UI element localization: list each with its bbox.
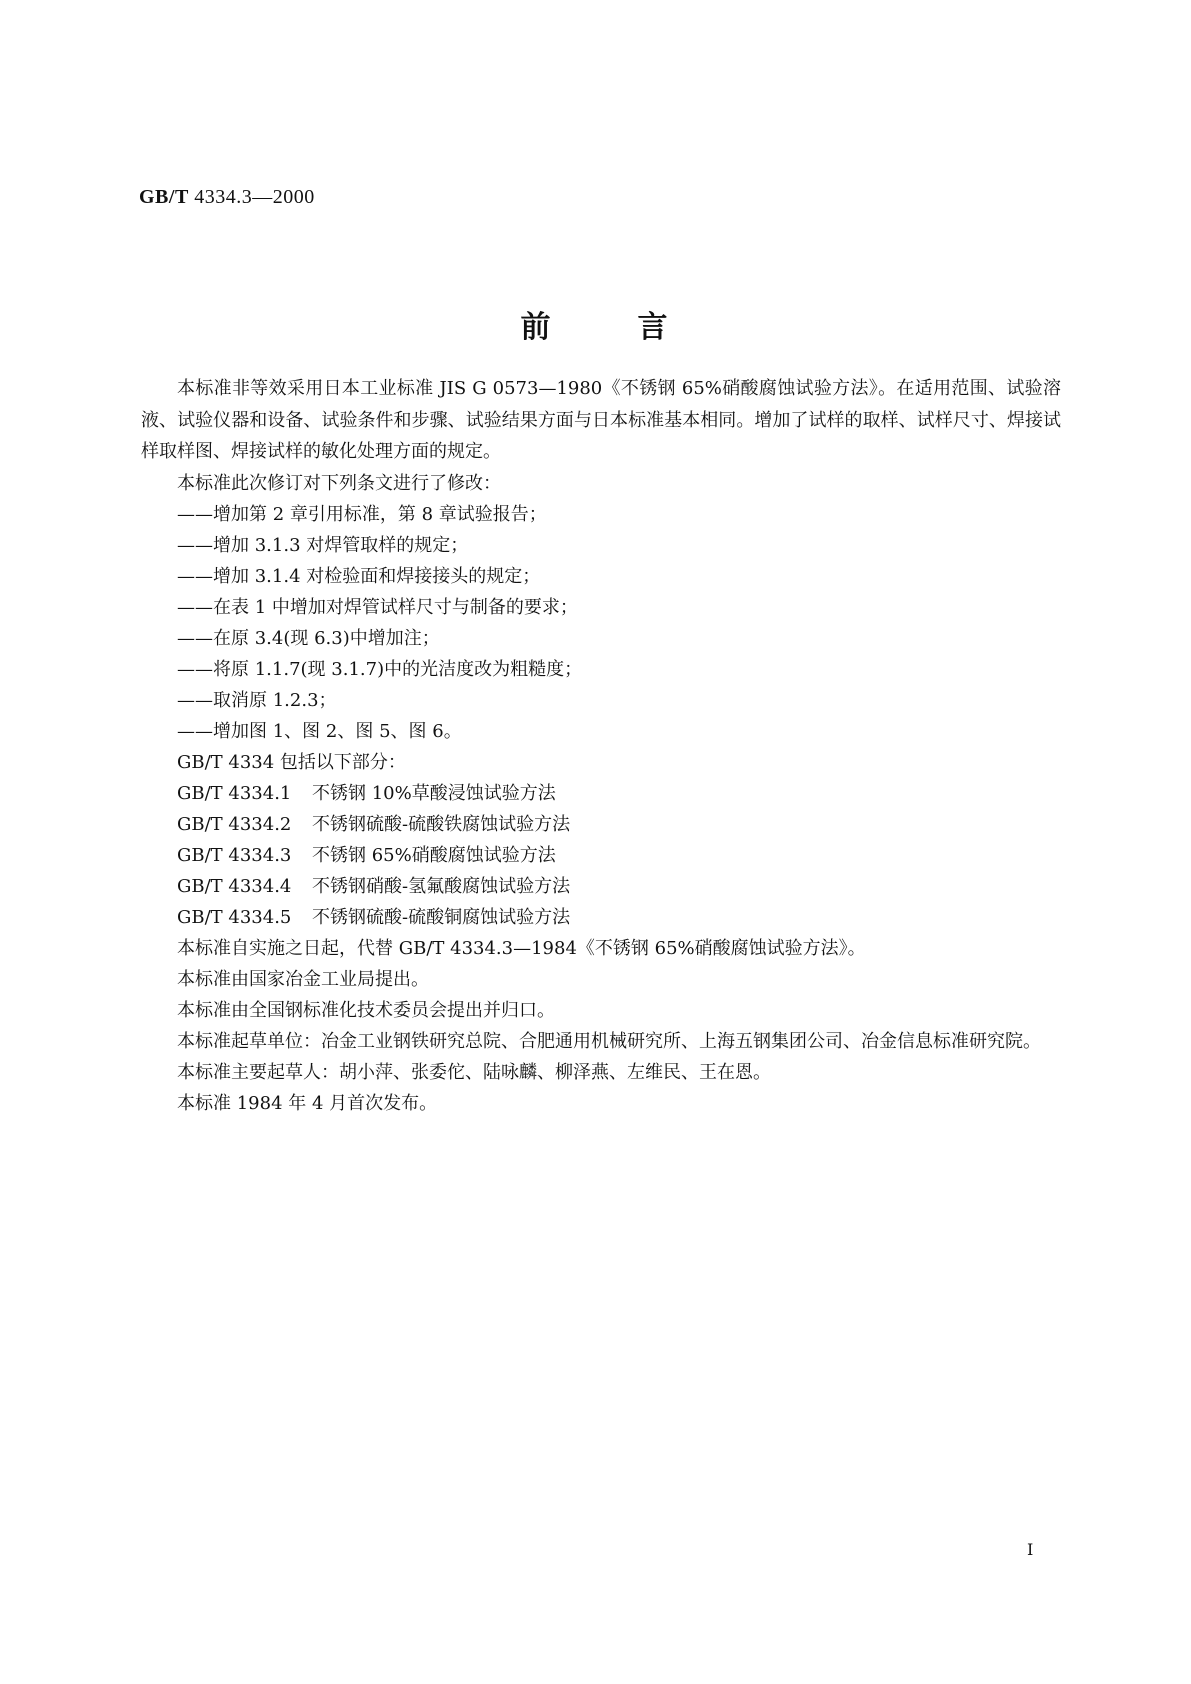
replacement-statement: 本标准自实施之日起，代替 GB/T 4334.3—1984《不锈钢 65%硝酸腐蚀试验方法》。	[177, 937, 866, 959]
standard-code-prefix: GB/T	[139, 186, 189, 208]
revision-item: ——将原 1.1.7(现 3.1.7)中的光洁度改为粗糙度；	[177, 658, 583, 680]
foreword-body	[141, 373, 1061, 1119]
part-item	[141, 871, 1061, 902]
drafting-units: 本标准起草单位：冶金工业钢铁研究总院、合肥通用机械研究所、上海五钢集团公司、冶金信息标准研究院。	[177, 1030, 1041, 1052]
part-code: GB/T 4334.1	[177, 782, 292, 804]
title-char-1: 前	[520, 310, 554, 345]
revision-item: ——增加第 2 章引用标准，第 8 章试验报告；	[177, 503, 547, 525]
revision-item: ——增加图 1、图 2、图 5、图 6。	[177, 720, 462, 742]
standard-code-number: 4334.3—2000	[188, 186, 315, 208]
part-name: 不锈钢 65%硝酸腐蚀试验方法	[312, 844, 556, 866]
intro-paragraph: 本标准非等效采用日本工业标准 JIS G 0573—1980《不锈钢 65%硝酸腐蚀试验方法》。在适用范围、试验溶液、试验仪器和设备、试验条件和步骤、试验结果方面与日本标准基本相同。增加了试样的取样、试样尺寸、焊接试样取样图、焊接试样的敏化处理方面的规定。	[141, 378, 1061, 462]
page-number: I	[1027, 1540, 1034, 1559]
part-code: GB/T 4334.4	[177, 875, 292, 897]
part-name: 不锈钢硝酸-氢氟酸腐蚀试验方法	[312, 875, 571, 897]
proposer-statement: 本标准由国家冶金工业局提出。	[177, 968, 429, 990]
first-release: 本标准 1984 年 4 月首次发布。	[177, 1092, 438, 1114]
part-item	[141, 778, 1061, 809]
revision-item: ——在原 3.4(现 6.3)中增加注；	[177, 627, 440, 649]
title-char-2: 言	[637, 310, 671, 345]
part-item	[141, 902, 1061, 933]
revision-item: ——取消原 1.2.3；	[177, 689, 337, 711]
page-title	[0, 302, 1191, 346]
parts-intro: GB/T 4334 包括以下部分：	[177, 751, 406, 773]
drafters: 本标准主要起草人：胡小萍、张委佗、陆咏麟、柳泽燕、左维民、王在恩。	[177, 1061, 771, 1083]
part-item	[141, 809, 1061, 840]
part-name: 不锈钢 10%草酸浸蚀试验方法	[312, 782, 556, 804]
standard-code	[139, 186, 315, 209]
part-code: GB/T 4334.3	[177, 844, 292, 866]
part-item	[141, 840, 1061, 871]
revision-intro: 本标准此次修订对下列条文进行了修改：	[177, 472, 501, 494]
revision-item: ——增加 3.1.3 对焊管取样的规定；	[177, 534, 469, 556]
part-name: 不锈钢硫酸-硫酸铜腐蚀试验方法	[312, 906, 571, 928]
committee-statement: 本标准由全国钢标准化技术委员会提出并归口。	[177, 999, 555, 1021]
part-code: GB/T 4334.2	[177, 813, 292, 835]
revision-item: ——在表 1 中增加对焊管试样尺寸与制备的要求；	[177, 596, 578, 618]
part-name: 不锈钢硫酸-硫酸铁腐蚀试验方法	[312, 813, 571, 835]
revision-item: ——增加 3.1.4 对检验面和焊接接头的规定；	[177, 565, 541, 587]
part-code: GB/T 4334.5	[177, 906, 292, 928]
